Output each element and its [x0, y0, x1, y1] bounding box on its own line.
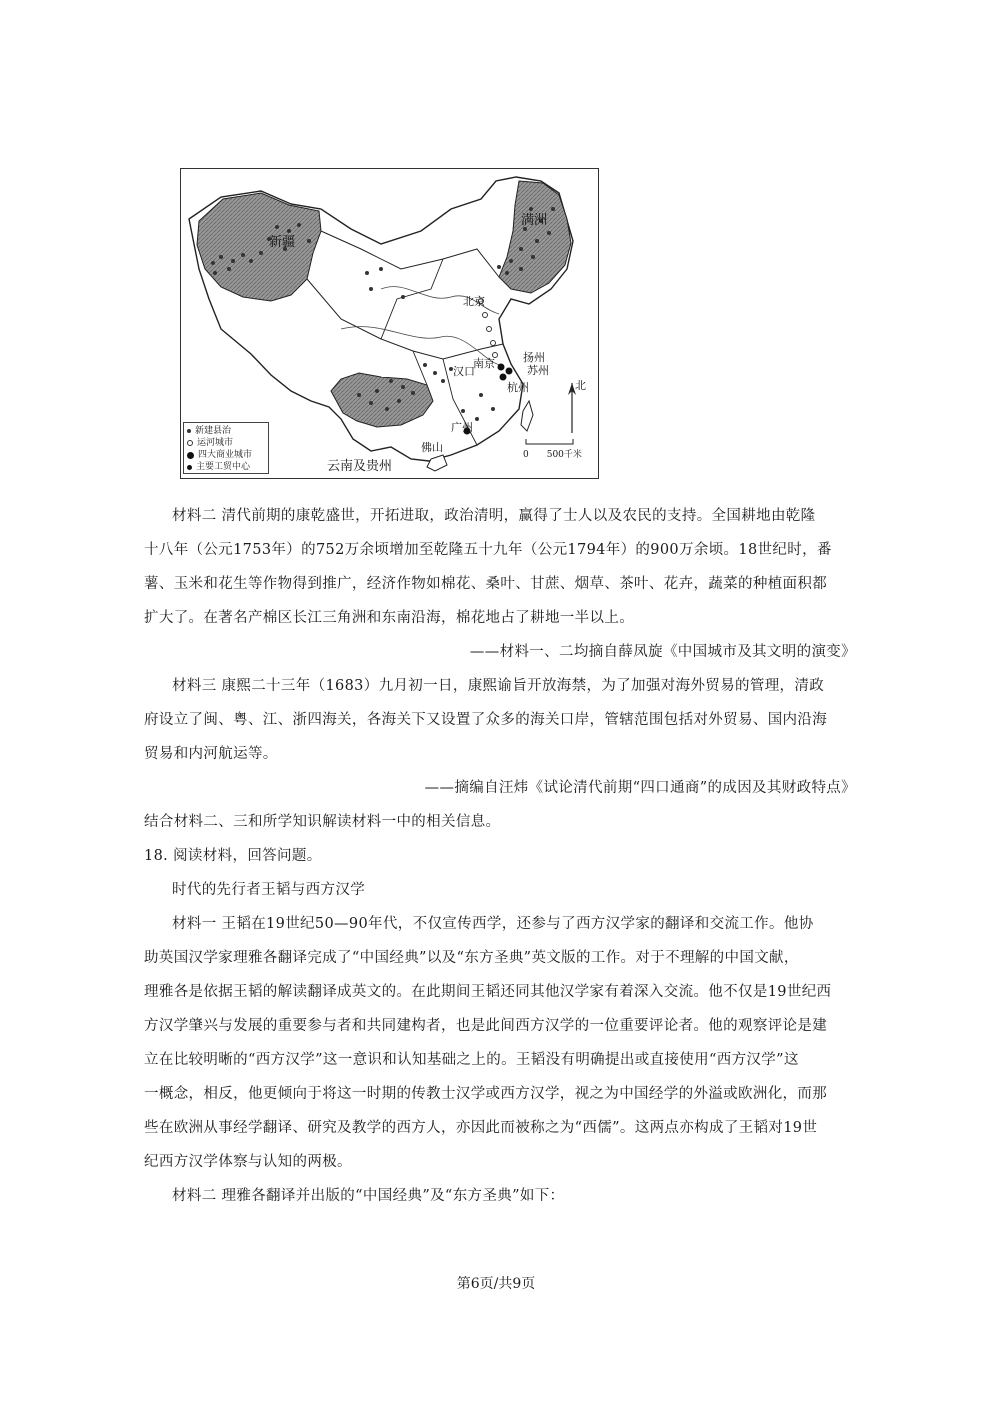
legend-label: 新建县治 — [195, 426, 232, 436]
legend-item — [187, 425, 265, 437]
q18-mat1-line: 立在比较明晰的“西方汉学”这一意识和认知基础之上的。王韬没有明确提出或直接使用“西方汉学”这 — [144, 1052, 799, 1068]
label-xinjiang: 新疆 — [269, 235, 296, 250]
legend-item — [187, 461, 265, 473]
legend-label: 运河城市 — [197, 438, 234, 448]
q18-mat1-line: 助英国汉学家理雅各翻译完成了“中国经典”以及“东方圣典”英文版的工作。对于不理解的中国文献， — [144, 950, 799, 966]
scale-km: 500千米 — [546, 450, 582, 460]
q18-mat1-line: 些在欧洲从事经学翻译、研究及教学的西方人，亦因此而被称之为“西儒”。这两点亦构成了王韬对19世 — [144, 1120, 818, 1136]
q18-mat1-line: 理雅各是依据王韬的解读翻译成英文的。在此期间王韬还同其他汉学家有着深入交流。他不仅是19世纪西 — [144, 984, 832, 1000]
question-18-heading: 18. 阅读材料，回答问题。 — [144, 848, 322, 864]
medium-dot-icon — [187, 465, 192, 470]
map-legend — [183, 422, 269, 474]
mat2-line: 扩大了。在著名产棉区长江三角洲和东南沿海，棉花地占了耕地一半以上。 — [144, 610, 635, 626]
taiwan — [521, 401, 533, 431]
page-footer: 第6页/共9页 — [456, 1276, 536, 1292]
mat2-line: 材料二 清代前期的康乾盛世，开拓进取，政治清明，赢得了士人以及农民的支持。全国耕地由乾隆 — [172, 508, 816, 524]
mat2-line: 十八年（公元1753年）的752万余顷增加至乾隆五十九年（公元1794年）的900万余顷。18世纪时，番 — [144, 542, 832, 558]
mat3-line: 贸易和内河航运等。 — [144, 746, 278, 762]
mat2-line: 薯、玉米和花生等作物得到推广，经济作物如棉花、桑叶、甘蔗、烟草、茶叶、花卉，蔬菜的种植面积都 — [144, 576, 828, 592]
legend-label: 四大商业城市 — [198, 450, 253, 460]
qing-city-map — [180, 168, 599, 479]
label-suzhou: 苏州 — [527, 364, 549, 377]
mat3-source: ——摘编自汪炜《试论清代前期“四口通商”的成因及其财政特点》 — [424, 780, 856, 796]
q18-mat1-line: 纪西方汉学体察与认知的两极。 — [144, 1154, 352, 1170]
label-yungui: 云南及贵州 — [327, 459, 393, 474]
question-17-prompt: 结合材料二、三和所学知识解读材料一中的相关信息。 — [144, 814, 501, 830]
hollow-circle-icon — [187, 440, 193, 446]
label-beijing: 北京 — [463, 295, 485, 308]
label-manzhou: 满洲 — [521, 213, 548, 228]
legend-label: 主要工贸中心 — [196, 462, 251, 472]
scale-zero: 0 — [523, 450, 529, 460]
legend-item — [187, 437, 265, 449]
mat2-source: ——材料一、二均摘自薛凤旋《中国城市及其文明的演变》 — [469, 644, 856, 660]
label-hangzhou: 杭州 — [507, 381, 529, 394]
q18-mat2-intro: 材料二 理雅各翻译并出版的“中国经典”及“东方圣典”如下： — [172, 1188, 565, 1204]
q18-title: 时代的先行者王韬与西方汉学 — [172, 882, 366, 898]
label-nanjing: 南京 — [473, 357, 495, 370]
q18-mat1-line: 材料一 王韬在19世纪50—90年代，不仅宣传西学，还参与了西方汉学家的翻译和交流工作。他协 — [172, 916, 814, 932]
legend-item — [187, 449, 265, 461]
q18-mat1-line: 一概念，相反，他更倾向于将这一时期的传教士汉学或西方汉学，视之为中国经学的外溢或欧洲化，而那 — [144, 1086, 828, 1102]
label-foshan: 佛山 — [421, 441, 443, 454]
q18-mat1-line: 方汉学肇兴与发展的重要参与者和共同建构者，也是此间西方汉学的一位重要评论者。他的观察评论是建 — [144, 1018, 828, 1034]
mat3-line: 材料三 康熙二十三年（1683）九月初一日，康熙谕旨开放海禁，为了加强对海外贸易的管理，清政 — [172, 678, 825, 694]
label-guangzhou: 广州 — [451, 421, 473, 434]
label-hankou: 汉口 — [453, 365, 475, 378]
large-dot-icon — [187, 452, 194, 459]
small-dot-icon — [187, 429, 191, 433]
label-yangzhou: 扬州 — [523, 351, 545, 364]
label-north: 北 — [575, 379, 586, 392]
mat3-line: 府设立了闽、粤、江、浙四海关，各海关下又设置了众多的海关口岸，管辖范围包括对外贸易、国内沿海 — [144, 712, 828, 728]
